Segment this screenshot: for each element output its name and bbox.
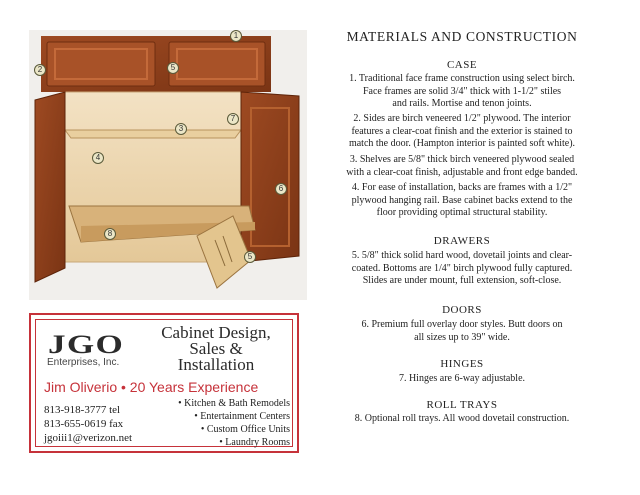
- ad-tagline: Jim Oliverio • 20 Years Experience: [44, 379, 259, 395]
- business-card-ad: [29, 313, 299, 453]
- spec-paragraph-8: 8. Optional roll trays. All wood dovetail construction.: [354, 413, 570, 424]
- callout-marker-8: 8: [104, 228, 116, 240]
- spec-paragraph-1: 1. Traditional face frame construction using select birch. Face frames are solid 3/4" thick with 1-1/2" stiles and rails. Mortise and tenon joints.: [349, 73, 575, 109]
- service-item: • Custom Office Units: [164, 423, 290, 436]
- fax-number: 813-655-0619 fax: [44, 418, 124, 430]
- callout-marker-7: 7: [227, 113, 239, 125]
- ad-inner-border: [35, 319, 293, 447]
- services-list: [164, 397, 290, 449]
- company-logo: JGO: [48, 330, 125, 359]
- callout-marker-4: 4: [92, 152, 104, 164]
- heading-drawers: DRAWERS: [433, 235, 491, 247]
- email-address[interactable]: jgoiii1@verizon.net: [44, 432, 133, 444]
- heading-hinges: HINGES: [440, 358, 484, 370]
- callout-marker-5-drawer: 5: [167, 62, 179, 74]
- spec-paragraph-3: 3. Shelves are 5/8" thick birch veneered plywood sealed with a clear-coat finish, adjustable and front edge banded.: [346, 154, 578, 178]
- service-item: • Kitchen & Bath Remodels: [164, 397, 290, 410]
- spec-paragraph-2: 2. Sides are birch veneered 1/2" plywood. The interior features a clear-coat finish and the exterior is stained to match the door. (Hampton interior is painted soft white).: [348, 113, 576, 149]
- right-door: [241, 92, 299, 262]
- cabinet-shelf: [65, 130, 241, 138]
- spec-paragraph-5: 5. 5/8" thick solid hard wood, dovetail joints and clear- coated. Bottoms are 1/4" birch plywood fully captured. Slides are under mount, full extension, soft-close.: [351, 250, 573, 286]
- left-door: [35, 92, 65, 282]
- spec-paragraph-4: 4. For ease of installation, backs are frames with a 1/2" plywood hanging rail. Base cabinet backs extend to the floor providing optimal structural stability.: [351, 182, 573, 218]
- page-title: MATERIALS AND CONSTRUCTION: [346, 29, 578, 44]
- heading-doors: DOORS: [442, 304, 482, 316]
- heading-roll-trays: ROLL TRAYS: [426, 399, 498, 411]
- spec-paragraph-7: 7. Hinges are 6-way adjustable.: [398, 373, 526, 384]
- phone-number: 813-918-3777 tel: [44, 404, 121, 416]
- callout-marker-5-dovetail: 5: [244, 251, 256, 263]
- service-item: • Laundry Rooms: [164, 436, 290, 449]
- callout-marker-1: 1: [230, 30, 242, 42]
- service-item: • Entertainment Centers: [164, 410, 290, 423]
- heading-case: CASE: [446, 59, 478, 71]
- spec-paragraph-6: 6. Premium full overlay door styles. Butt doors on all sizes up to 39" wide.: [361, 319, 563, 343]
- ad-headline: Cabinet Design, Sales & Installation: [161, 323, 271, 374]
- callout-marker-2: 2: [34, 64, 46, 76]
- ad-contact-info: [44, 403, 132, 445]
- callout-marker-3: 3: [175, 123, 187, 135]
- company-logo-subtitle: Enterprises, Inc.: [47, 357, 120, 368]
- cabinet-illustration: [29, 30, 307, 300]
- callout-marker-6: 6: [275, 183, 287, 195]
